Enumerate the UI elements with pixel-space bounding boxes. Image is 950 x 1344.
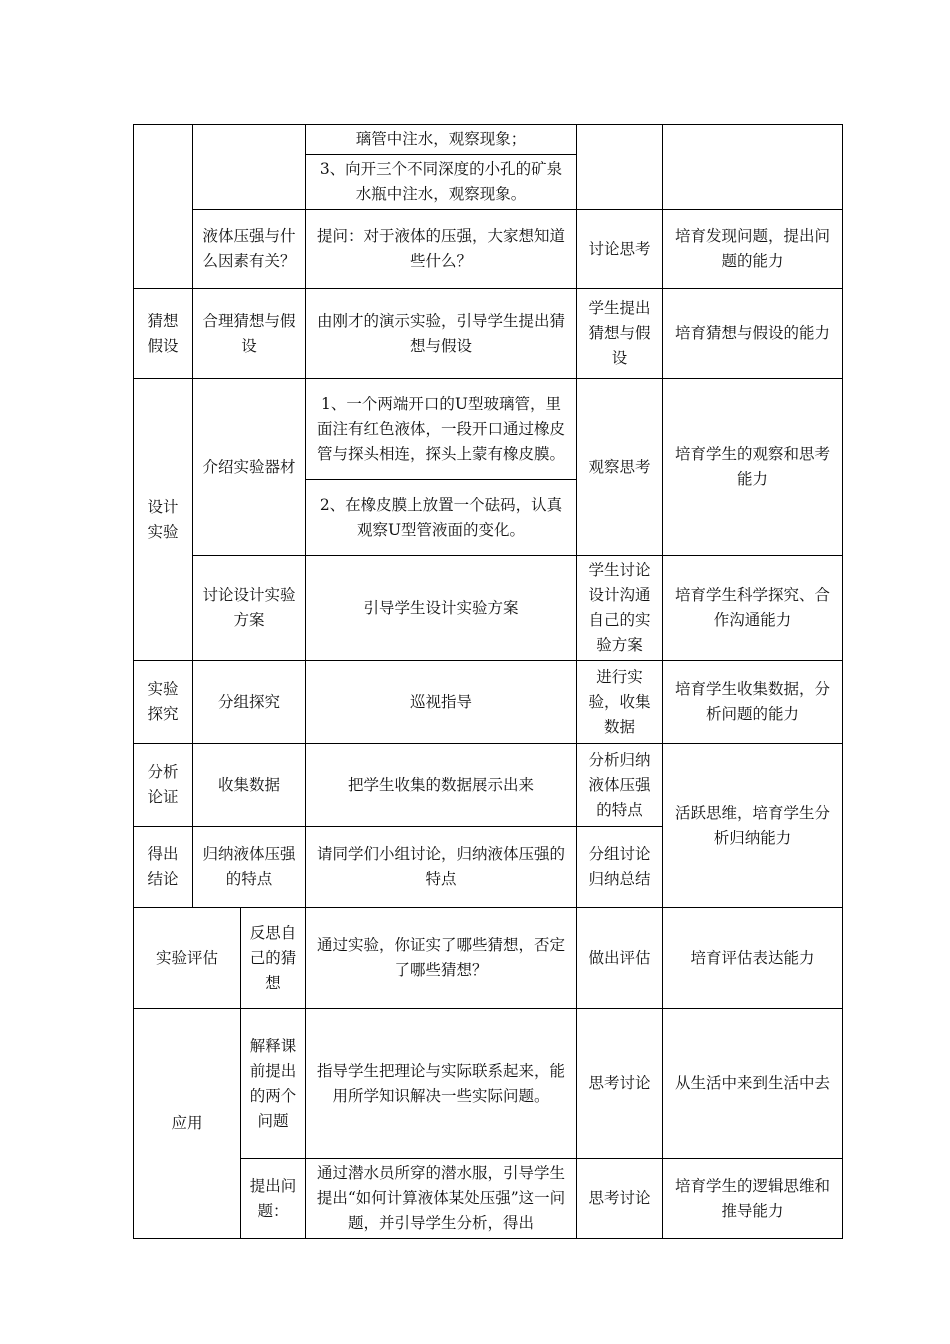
cell-content (193, 125, 306, 210)
cell-activity: 通过实验，你证实了哪些猜想，否定了哪些猜想？ (306, 908, 577, 1009)
cell-content: 解释课前提出的两个问题 (241, 1009, 306, 1159)
cell-stage: 猜想假设 (134, 289, 193, 379)
cell-intent: 培育学生收集数据，分析问题的能力 (663, 661, 843, 744)
cell-content: 反思自己的猜想 (241, 908, 306, 1009)
cell-activity: 璃管中注水，观察现象； (306, 125, 577, 155)
cell-student-activity: 分析归纳液体压强的特点 (577, 744, 663, 827)
table-row (134, 1009, 843, 1159)
table-row (134, 125, 843, 155)
cell-stage: 分析论证 (134, 744, 193, 827)
cell-activity: 把学生收集的数据展示出来 (306, 744, 577, 827)
cell-activity: 提问：对于液体的压强，大家想知道些什么？ (306, 210, 577, 289)
cell-intent: 培育学生科学探究、合作沟通能力 (663, 556, 843, 661)
cell-intent: 从生活中来到生活中去 (663, 1009, 843, 1159)
cell-stage (134, 125, 193, 289)
cell-activity: 1、一个两端开口的U型玻璃管，里面注有红色液体，一段开口通过橡皮管与探头相连，探头上蒙有橡皮膜。 (306, 379, 577, 480)
cell-intent: 培育猜想与假设的能力 (663, 289, 843, 379)
cell-student-activity: 观察思考 (577, 379, 663, 556)
table-row (134, 379, 843, 480)
cell-intent: 活跃思维，培育学生分析归纳能力 (663, 744, 843, 908)
cell-content: 讨论设计实验方案 (193, 556, 306, 661)
cell-activity: 2、在橡皮膜上放置一个砝码，认真观察U型管液面的变化。 (306, 480, 577, 556)
cell-student-activity: 思考讨论 (577, 1009, 663, 1159)
table-row (134, 908, 843, 1009)
cell-student-activity: 做出评估 (577, 908, 663, 1009)
cell-activity: 请同学们小组讨论，归纳液体压强的特点 (306, 827, 577, 908)
cell-activity: 指导学生把理论与实际联系起来，能用所学知识解决一些实际问题。 (306, 1009, 577, 1159)
table-row (134, 556, 843, 661)
cell-stage: 实验评估 (134, 908, 241, 1009)
cell-content: 液体压强与什么因素有关？ (193, 210, 306, 289)
cell-stage: 应用 (134, 1009, 241, 1239)
cell-content: 介绍实验器材 (193, 379, 306, 556)
table-row (134, 289, 843, 379)
lesson-plan-table (133, 124, 843, 1239)
cell-student-activity: 分组讨论归纳总结 (577, 827, 663, 908)
cell-intent: 培育学生的观察和思考能力 (663, 379, 843, 556)
cell-stage: 得出结论 (134, 827, 193, 908)
cell-content: 归纳液体压强的特点 (193, 827, 306, 908)
cell-stage: 实验探究 (134, 661, 193, 744)
table-row (134, 744, 843, 827)
cell-student-activity (577, 125, 663, 210)
table-row (134, 661, 843, 744)
table-row (134, 210, 843, 289)
table-row (134, 1159, 843, 1239)
cell-activity: 由刚才的演示实验，引导学生提出猜想与假设 (306, 289, 577, 379)
cell-activity: 3、向开三个不同深度的小孔的矿泉水瓶中注水，观察现象。 (306, 155, 577, 210)
cell-activity: 引导学生设计实验方案 (306, 556, 577, 661)
cell-intent: 培育发现问题，提出问题的能力 (663, 210, 843, 289)
cell-content: 分组探究 (193, 661, 306, 744)
cell-student-activity: 讨论思考 (577, 210, 663, 289)
cell-stage: 设计实验 (134, 379, 193, 661)
cell-content: 提出问题： (241, 1159, 306, 1239)
cell-intent (663, 125, 843, 210)
cell-content: 合理猜想与假设 (193, 289, 306, 379)
cell-content: 收集数据 (193, 744, 306, 827)
cell-activity: 巡视指导 (306, 661, 577, 744)
cell-student-activity: 进行实验，收集数据 (577, 661, 663, 744)
cell-intent: 培育学生的逻辑思维和推导能力 (663, 1159, 843, 1239)
cell-student-activity: 思考讨论 (577, 1159, 663, 1239)
cell-activity: 通过潜水员所穿的潜水服，引导学生提出“如何计算液体某处压强”这一问题，并引导学生分析，得出 (306, 1159, 577, 1239)
cell-intent: 培育评估表达能力 (663, 908, 843, 1009)
cell-student-activity: 学生讨论设计沟通自己的实验方案 (577, 556, 663, 661)
cell-student-activity: 学生提出猜想与假设 (577, 289, 663, 379)
